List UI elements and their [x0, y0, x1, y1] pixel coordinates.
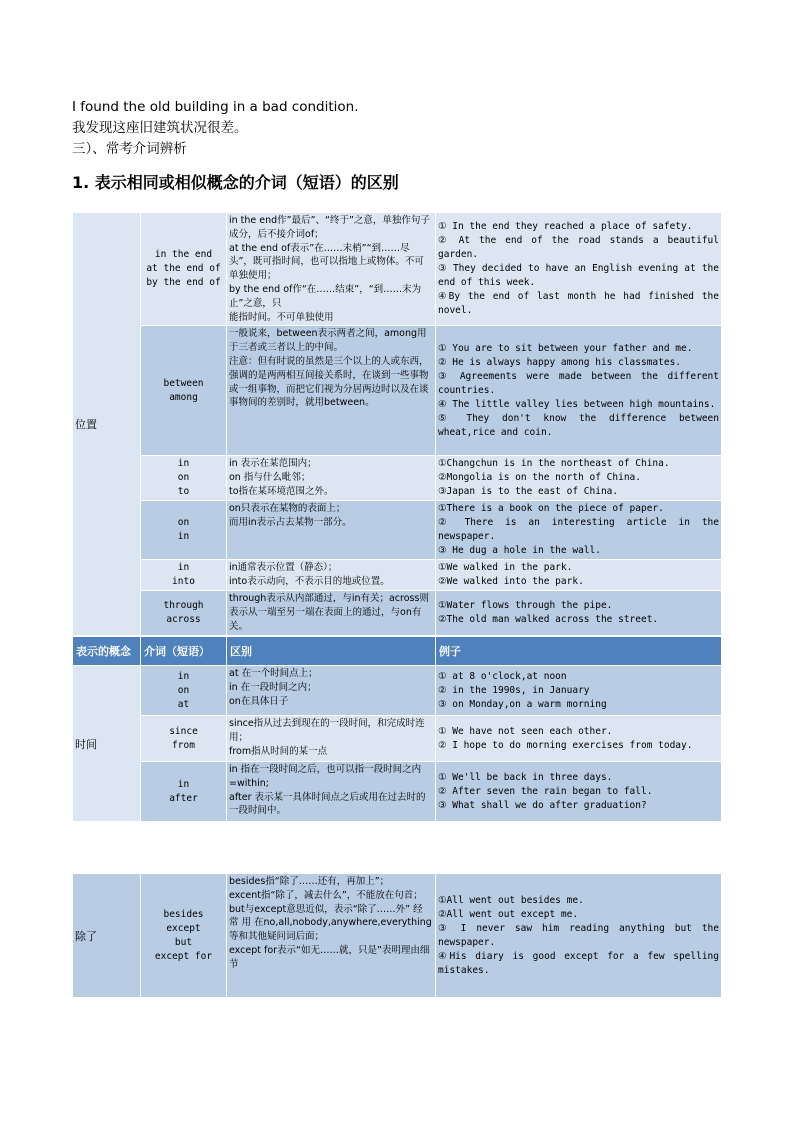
difference-cell [227, 326, 436, 456]
difference-text: after 表示某一具体时间点之后或用在过去时的一段时间中。 [229, 791, 426, 817]
difference-text: on 指与什么毗邻； [229, 472, 311, 484]
example-sentence: ① You are to sit between your father and me. [438, 342, 693, 354]
difference-text: besides指“除了……还有，再加上”； [229, 876, 390, 887]
difference-text: in 指在一段时间之后，也可以指一段时间之内=within; [229, 764, 422, 789]
section-title: 三）、常考介词辨析 [72, 141, 187, 157]
example-sentence: ④His diary is good except for a few spelling mistakes. [438, 950, 719, 976]
example-cell [436, 762, 722, 822]
example-sentence: ⑤ They don't know the difference between wheat,rice and coin. [438, 412, 719, 438]
example-sentence: ①We walked in the park. [438, 562, 573, 574]
difference-cell [227, 666, 436, 716]
difference-text: since指从过去到现在的一段时间，和完成时连用； [229, 718, 425, 743]
table-row [73, 501, 722, 560]
difference-text: through表示从内部通过，与in有关；across则表示从一端至另一端在表面上的通过，与on有关。 [229, 593, 429, 632]
preposition: but [174, 936, 193, 948]
preposition: after [169, 792, 198, 804]
preposition: at [177, 698, 190, 710]
intro-block [72, 97, 359, 160]
preposition: besides [163, 908, 204, 920]
table-row [73, 326, 722, 456]
example-cell [436, 560, 722, 591]
table-row [73, 874, 722, 998]
example-sentence: ②We walked into the park. [438, 576, 584, 588]
difference-text: in 表示在某范围内； [229, 458, 317, 470]
example-sentence: ④By the end of last month he had finished the novel. [438, 291, 719, 317]
preposition: to [177, 486, 190, 498]
example-sentence: ③ They decided to have an English evening at the end of this week. [438, 263, 719, 289]
preposition: in [177, 531, 190, 543]
example-sentence: ④ The little valley lies between high mountains. [438, 398, 716, 410]
preposition: by the end of [146, 277, 221, 289]
example-sentence: ② There is an interesting article in the newspaper. [438, 517, 719, 543]
example-cell [436, 874, 722, 998]
example-cell [436, 501, 722, 560]
subsection-heading: 1. 表示相同或相似概念的介词（短语）的区别 [72, 173, 399, 192]
example-sentence: ③Japan is to the east of China. [438, 486, 619, 498]
example-sentence: ③ Agreements were made between the different countries. [438, 370, 719, 396]
table-row [73, 456, 722, 501]
difference-cell [227, 874, 436, 998]
difference-text: on在具体日子 [229, 695, 289, 707]
preposition: in [177, 562, 190, 574]
example-sentence: ② He is always happy among his classmates. [438, 356, 682, 368]
example-sentence: ② I hope to do morning exercises from today. [438, 739, 693, 751]
difference-text: at the end of表示”在……末梢”“到……尽头”，既可指时间，也可以指地上或物体。不可单独使用； [229, 242, 424, 282]
difference-text: 一般说来，between表示两者之间，among用于三者或三者以上的中间。 [229, 328, 427, 354]
time-prepositions-table [72, 636, 722, 822]
preposition: on [177, 684, 190, 696]
table-row [73, 666, 722, 716]
header-difference: 区别 [227, 637, 436, 666]
category-cell: 位置 [73, 213, 141, 636]
table-row [73, 762, 722, 822]
preposition-cell [141, 874, 227, 998]
difference-text: into表示动向，不表示目的地或位置。 [229, 576, 390, 588]
example-sentence-english: I found the old building in a bad condition. [72, 99, 359, 115]
difference-text: on只表示在某物的表面上； [229, 503, 346, 515]
preposition: into [172, 576, 195, 588]
difference-text: by the end of作“在……结束”，“到……末为止”之意，只 [229, 283, 422, 309]
preposition: except [166, 922, 201, 934]
example-sentence: ① We have not seen each other. [438, 725, 613, 737]
example-sentence: ①Changchun is in the northeast of China. [438, 458, 670, 470]
difference-text: at 在一个时间点上； [229, 668, 318, 679]
preposition: in the end [154, 249, 213, 261]
difference-cell [227, 591, 436, 635]
example-sentence: ③ What shall we do after graduation? [438, 799, 647, 811]
header-examples: 例子 [436, 637, 722, 666]
table-row [73, 716, 722, 762]
example-sentence-chinese: 我发现这座旧建筑状况很差。 [72, 120, 248, 136]
example-sentence: ① In the end they reached a place of safety. [438, 221, 693, 233]
difference-text: from指从时间的某一点 [229, 745, 328, 757]
category-cell: 时间 [73, 666, 141, 822]
preposition-cell [141, 501, 227, 560]
place-prepositions-table [72, 212, 722, 636]
difference-text: in 在一段时间之内； [229, 681, 317, 693]
table-row [73, 560, 722, 591]
preposition-cell [141, 213, 227, 326]
difference-cell [227, 501, 436, 560]
example-sentence: ①There is a book on the piece of paper. [438, 503, 664, 515]
preposition: in [177, 778, 190, 790]
preposition: through [163, 600, 204, 612]
difference-text: excent指“除了，减去什么”，不能放在句首； [229, 889, 423, 901]
example-sentence: ③ I never saw him reading anything but the newspaper. [438, 922, 719, 948]
header-concept: 表示的概念 [73, 637, 141, 666]
difference-text: to指在某环境范围之外。 [229, 485, 334, 497]
preposition: among [169, 391, 198, 403]
difference-text: 能指时间。不可单独使用 [229, 311, 334, 323]
difference-cell [227, 213, 436, 326]
example-sentence: ③ He dug a hole in the wall. [438, 545, 601, 557]
example-cell [436, 456, 722, 501]
preposition: from [172, 739, 195, 751]
difference-cell [227, 456, 436, 501]
preposition-cell [141, 326, 227, 456]
example-sentence: ①Water flows through the pipe. [438, 600, 613, 612]
preposition: in [177, 458, 190, 470]
category-cell: 除了 [73, 874, 141, 998]
preposition: in [177, 670, 190, 682]
example-cell [436, 666, 722, 716]
example-cell [436, 213, 722, 326]
preposition-cell [141, 716, 227, 762]
table-row [73, 591, 722, 635]
difference-text: 而用in表示占去某物一部分。 [229, 517, 352, 529]
difference-text: except for表示“如无……就，只是”表明理由细节 [229, 944, 430, 970]
header-preposition: 介词（短语） [141, 637, 227, 666]
difference-text: 注意：但有时说的虽然是三个以上的人或东西，强调的是两两相互间接关系时，在谈到一些事物或一组事物，而把它们视为分居两边时以及在谈事物间的差别时，就用between。 [229, 355, 429, 409]
preposition: on [177, 517, 190, 529]
example-sentence: ③ on Monday,on a warm morning [438, 698, 607, 710]
difference-cell [227, 762, 436, 822]
except-prepositions-table [72, 873, 722, 998]
example-sentence: ②All went out except me. [438, 908, 579, 920]
example-sentence: ① at 8 o'clock,at noon [438, 670, 567, 682]
preposition-cell [141, 456, 227, 501]
difference-text: but与except意思近似，表示“除了……外” 经 常 用 在no,all,nobody,anywhere,everything等和其他疑问词后面； [229, 903, 432, 943]
difference-text: in通常表示位置（静态）； [229, 562, 338, 574]
preposition: except for [154, 950, 213, 962]
preposition-cell [141, 762, 227, 822]
difference-text: in the end作”最后”、“终于”之意，单独作句子成分，后不接介词of； [229, 215, 430, 240]
difference-cell [227, 716, 436, 762]
example-sentence: ①All went out besides me. [438, 894, 584, 906]
preposition: at the end of [146, 263, 221, 275]
preposition-cell [141, 560, 227, 591]
preposition: on [177, 472, 190, 484]
preposition: since [169, 725, 198, 737]
example-sentence: ② in the 1990s, in January [438, 684, 590, 696]
example-cell [436, 716, 722, 762]
preposition: between [163, 377, 204, 389]
example-sentence: ② At the end of the road stands a beautiful garden. [438, 235, 719, 261]
table-row [73, 213, 722, 326]
difference-cell [227, 560, 436, 591]
preposition-cell [141, 591, 227, 635]
example-cell [436, 326, 722, 456]
example-sentence: ① We'll be back in three days. [438, 771, 613, 783]
preposition-cell [141, 666, 227, 716]
example-sentence: ②Mongolia is on the north of China. [438, 472, 641, 484]
preposition: across [166, 614, 201, 626]
example-cell [436, 591, 722, 635]
example-sentence: ②The old man walked across the street. [438, 614, 659, 626]
example-sentence: ② After seven the rain began to fall. [438, 785, 653, 797]
